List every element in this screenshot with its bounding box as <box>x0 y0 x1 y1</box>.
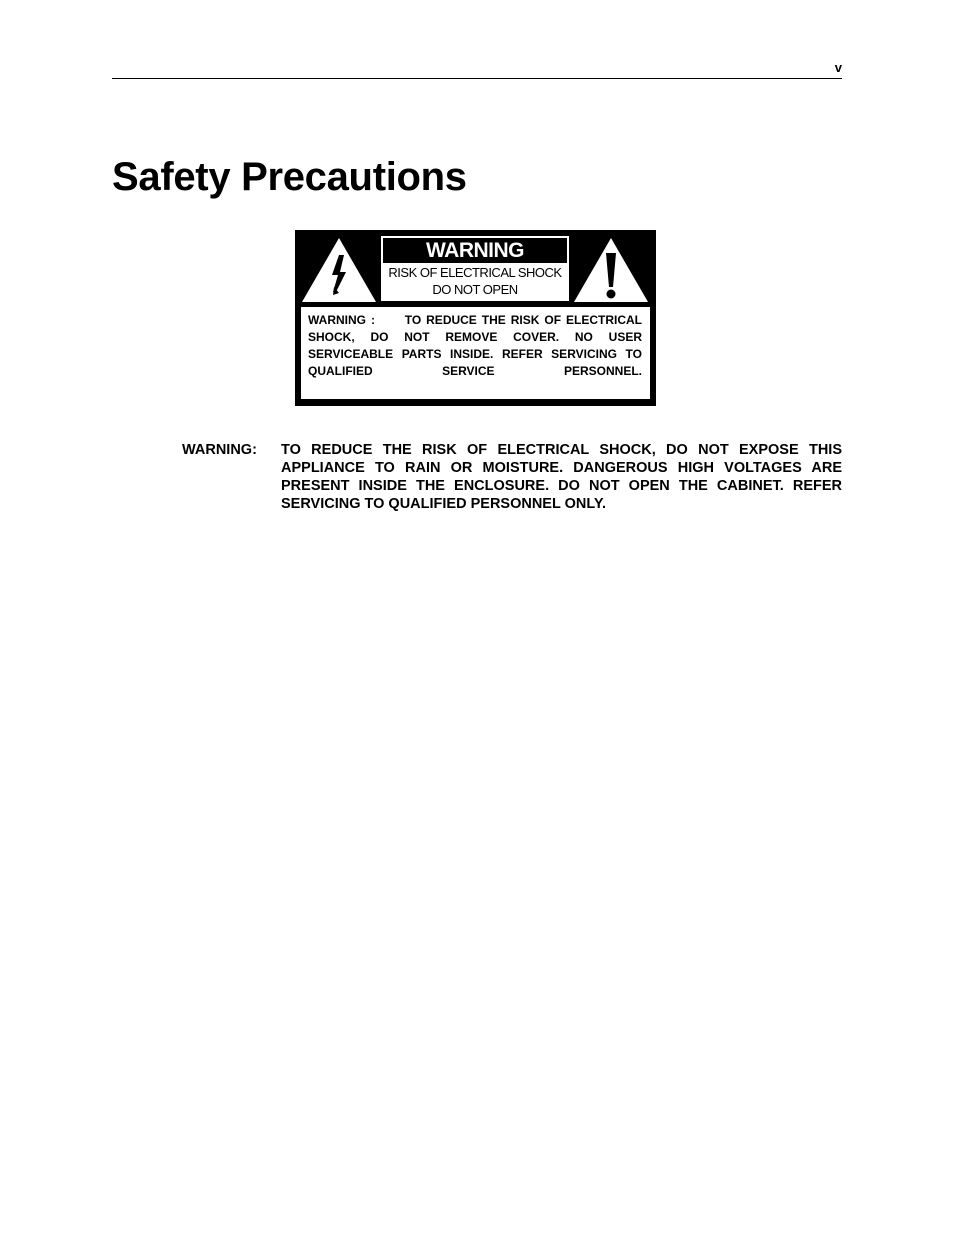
warning-term: WARNING: <box>182 442 257 458</box>
label-header <box>381 236 569 301</box>
label-header-line-2: DO NOT OPEN <box>432 282 518 297</box>
exclamation-icon <box>573 237 649 303</box>
label-header-title: WARNING <box>383 238 567 263</box>
warning-label <box>295 230 656 406</box>
page-title: Safety Precautions <box>112 155 467 199</box>
header-rule <box>112 78 842 79</box>
page-number: v <box>834 60 842 75</box>
label-body <box>301 307 650 399</box>
lightning-bolt-icon <box>301 237 377 303</box>
label-body-text: WARNING : TO REDUCE THE RISK OF ELECTRICAL SHOCK, DO NOT REMOVE COVER. NO USER SERVICEABLE PARTS INSIDE. REFER SERVICING TO QUALIFIED SERVICE PERSONNEL. <box>308 313 646 378</box>
warning-text: TO REDUCE THE RISK OF ELECTRICAL SHOCK, DO NOT EXPOSE THIS APPLIANCE TO RAIN OR MOISTURE. DANGEROUS HIGH VOLTAGES ARE PRESENT INSIDE THE ENCLOSURE. DO NOT OPEN THE CABINET. REFER SERVICING TO QUALIFIED PERSONNEL ONLY. <box>281 442 842 512</box>
label-header-line-1: RISK OF ELECTRICAL SHOCK <box>388 265 562 280</box>
